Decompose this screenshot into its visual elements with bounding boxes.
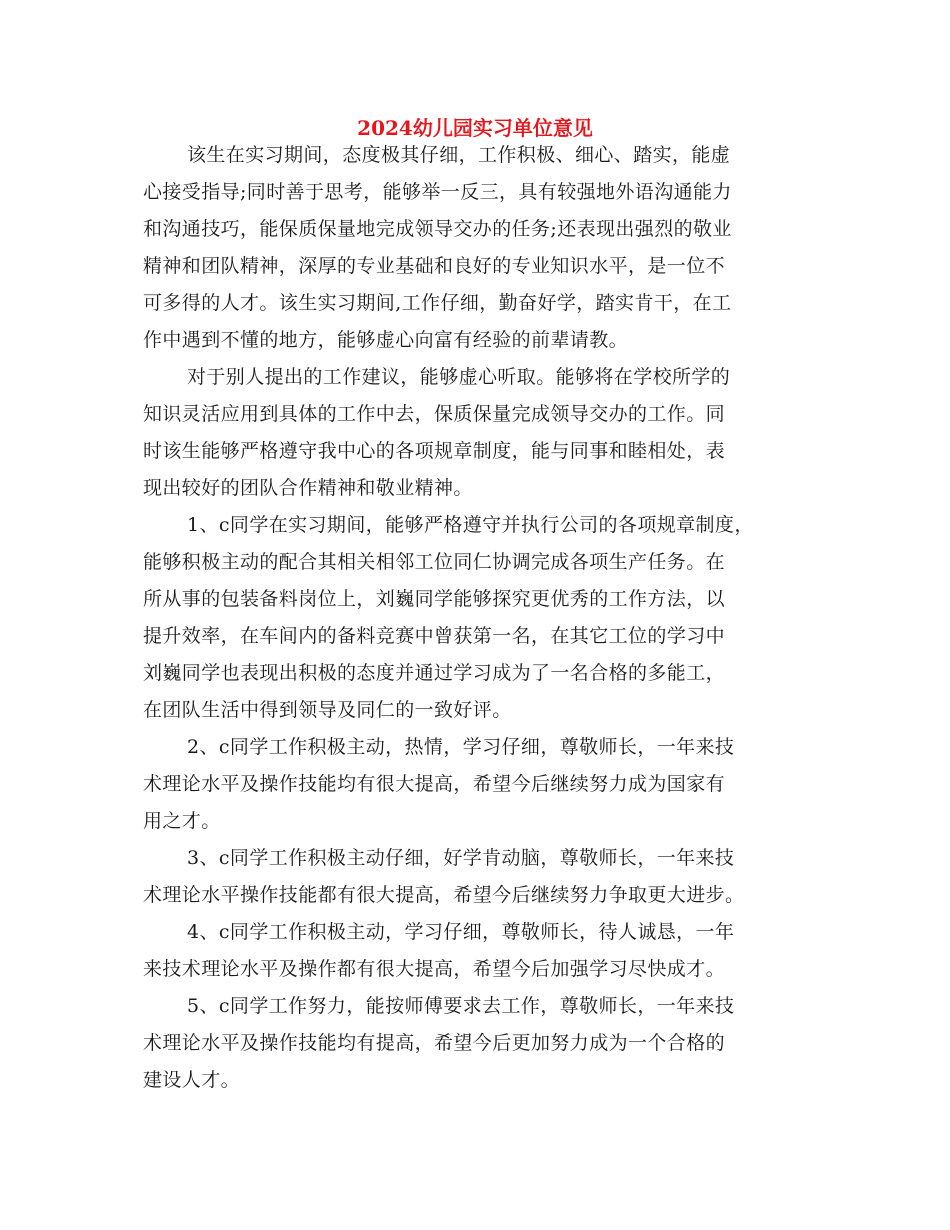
paragraph-line: 术理论水平及操作技能均有提高，希望今后更加努力成为一个合格的 (143, 1032, 726, 1054)
paragraph-line: 可多得的人才。该生实习期间,工作仔细，勤奋好学，踏实肯干，在工 (143, 292, 732, 314)
paragraph-line: 5、c同学工作努力，能按师傅要求去工作，尊敬师长，一年来技 (187, 995, 735, 1017)
paragraph-line: 术理论水平操作技能都有很大提高，希望今后继续努力争取更大进步。 (143, 884, 745, 906)
paragraph-line: 作中遇到不懂的地方，能够虚心向富有经验的前辈请教。 (143, 329, 629, 351)
paragraph-line: 能够积极主动的配合其相关相邻工位同仁协调完成各项生产任务。在 (143, 551, 726, 573)
paragraph-line: 3、c同学工作积极主动仔细，好学肯动脑，尊敬师长，一年来技 (187, 847, 735, 869)
paragraph-line: 术理论水平及操作技能均有很大提高，希望今后继续努力成为国家有 (143, 773, 726, 795)
paragraph-line: 建设人才。 (143, 1069, 241, 1091)
paragraph-line: 所从事的包装备料岗位上，刘巍同学能够探究更优秀的工作方法，以 (143, 588, 726, 610)
paragraph-line: 在团队生活中得到领导及同仁的一致好评。 (143, 699, 512, 721)
paragraph-line: 该生在实习期间，态度极其仔细，工作积极、细心、踏实，能虚 (187, 144, 731, 166)
paragraph-line: 知识灵活应用到具体的工作中去，保质保量完成领导交办的工作。同 (143, 403, 726, 425)
paragraph-line: 提升效率，在车间内的备料竞赛中曾获第一名，在其它工位的学习中 (143, 625, 726, 647)
paragraph-line: 对于别人提出的工作建议，能够虚心听取。能够将在学校所学的 (187, 366, 731, 388)
paragraph-line: 来技术理论水平及操作都有很大提高，希望今后加强学习尽快成才。 (143, 958, 726, 980)
paragraph-line: 时该生能够严格遵守我中心的各项规章制度，能与同事和睦相处，表 (143, 440, 726, 462)
paragraph-line: 2、c同学工作积极主动，热情，学习仔细，尊敬师长，一年来技 (187, 736, 735, 758)
paragraph-line: 用之才。 (143, 810, 221, 832)
paragraph-line: 刘巍同学也表现出积极的态度并通过学习成为了一名合格的多能工， (143, 662, 726, 684)
document-title: 2024幼儿园实习单位意见 (357, 116, 593, 140)
paragraph-line: 现出较好的团队合作精神和敬业精神。 (143, 477, 473, 499)
paragraph-line: 精神和团队精神，深厚的专业基础和良好的专业知识水平，是一位不 (143, 255, 726, 277)
paragraph-line: 4、c同学工作积极主动，学习仔细，尊敬师长，待人诚恳，一年 (187, 921, 735, 943)
paragraph-line: 1、c同学在实习期间，能够严格遵守并执行公司的各项规章制度， (187, 514, 754, 536)
paragraph-line: 和沟通技巧，能保质保量地完成领导交办的任务;还表现出强烈的敬业 (143, 218, 732, 240)
paragraph-line: 心接受指导;同时善于思考，能够举一反三，具有较强地外语沟通能力 (143, 181, 732, 203)
